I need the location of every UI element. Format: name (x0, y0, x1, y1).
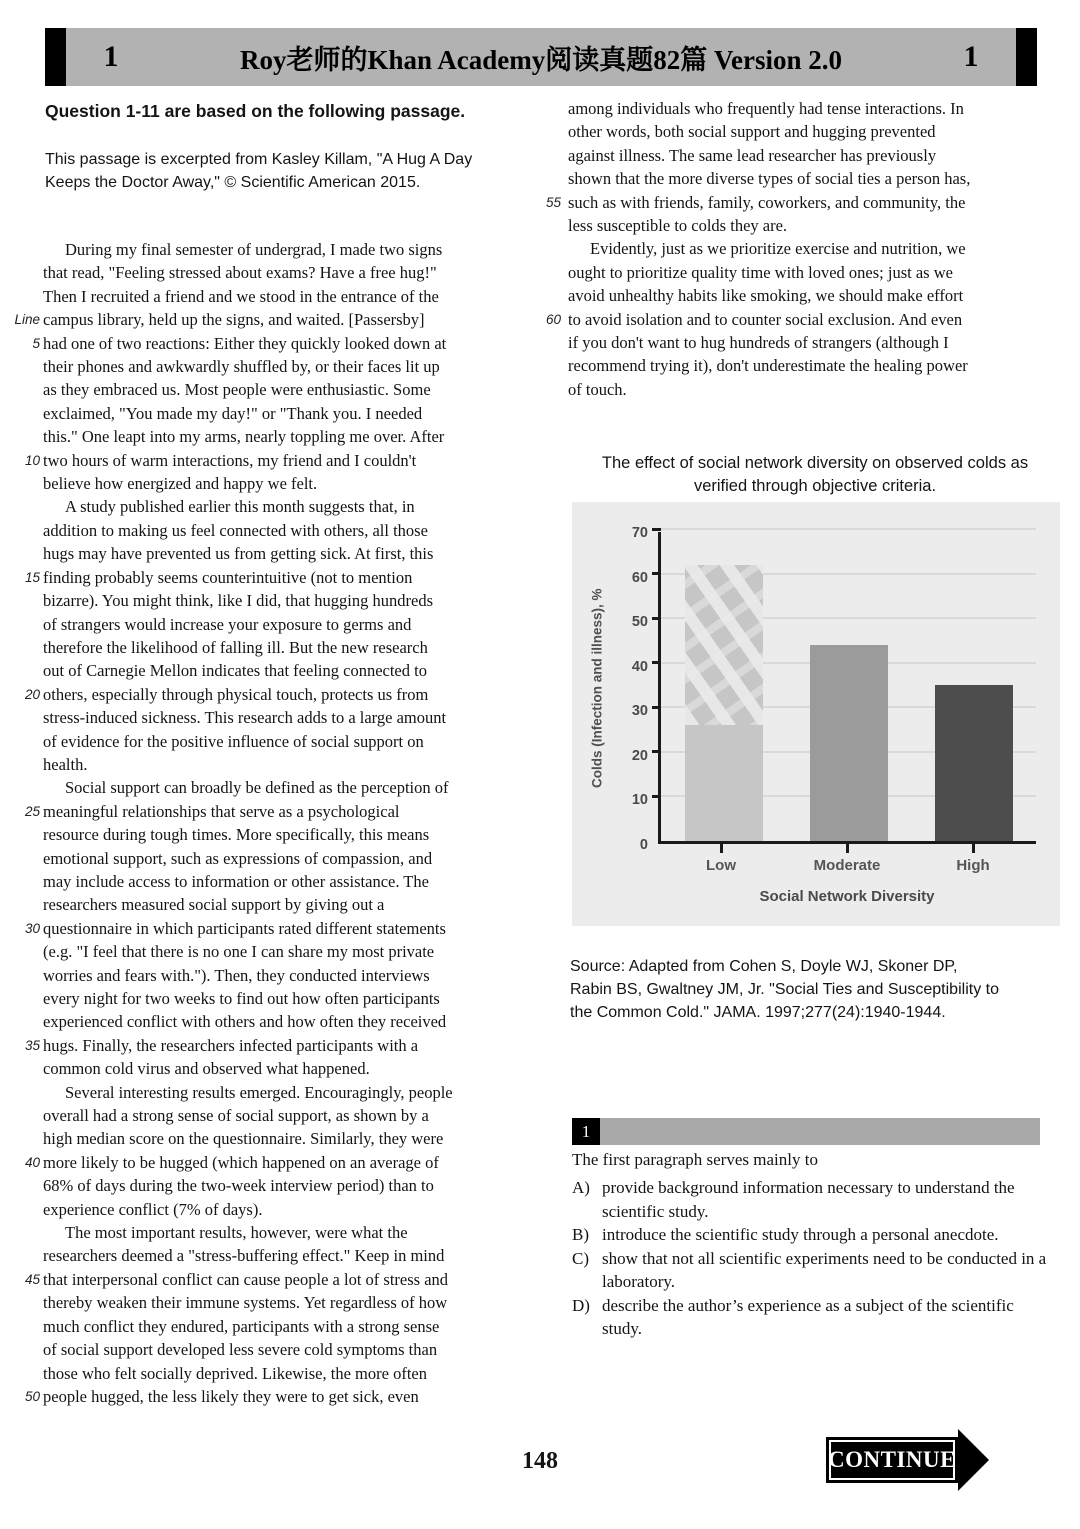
line-number-label: 40 (24, 1154, 40, 1170)
y-tick-label: 10 (631, 792, 648, 809)
passage-line-text: as they embraced us. Most people were enthusiastic. Some (43, 380, 431, 400)
line-number-label (10, 636, 43, 659)
passage-line-text: addition to making us feel connected with others, all those (43, 520, 428, 540)
passage-line-text: Social support can broadly be defined as the perception of (65, 778, 449, 798)
x-tick-mark (720, 844, 723, 853)
passage-line-text: believe how energized and happy we felt. (43, 474, 318, 494)
header-left-section-number: 1 (103, 40, 119, 73)
line-number-label (10, 613, 43, 636)
passage-line (10, 987, 545, 1010)
page-title: Roy老师的Khan Academy阅读真题82篇 Version 2.0 (239, 44, 843, 75)
passage-line-text: every night for two weeks to find out how often participants (43, 989, 440, 1008)
passage-line (546, 144, 1080, 167)
passage-line (10, 683, 545, 706)
passage-line-text: health. (43, 754, 88, 774)
line-number-label (10, 823, 43, 846)
line-number-label (10, 659, 43, 682)
passage-line (10, 1291, 545, 1314)
line-number-label (546, 331, 568, 354)
passage-line (10, 1034, 545, 1057)
passage-line-text: people hugged, the less likely they were to get sick, even (43, 1386, 419, 1406)
line-number-label (10, 355, 43, 378)
chart-plot-area (658, 532, 1036, 844)
passage-line-text: of strangers would increase your exposure to germs and (43, 614, 412, 634)
passage-line-text: if you don't want to hug hundreds of strangers (although I (568, 333, 949, 353)
passage-column-left (10, 238, 545, 1408)
passage-line (10, 893, 545, 916)
question-stem: The first paragraph serves mainly to (572, 1150, 818, 1169)
line-number-label (546, 120, 568, 143)
passage-line (10, 378, 545, 401)
line-number-label (546, 214, 568, 237)
line-number-label (10, 964, 43, 987)
passage-line-text: (e.g. "I feel that there is no one I can share my most private (43, 942, 435, 962)
continue-arrow (826, 1437, 958, 1483)
line-number-label: 55 (546, 194, 562, 210)
passage-line-text: emotional support, such as expressions of compassion, and (43, 848, 433, 868)
passage-line-text: thereby weaken their immune systems. Yet regardless of how (43, 1293, 448, 1313)
passage-line (10, 1057, 545, 1080)
choice-letter: A) (572, 1178, 590, 1197)
line-number-label: 60 (546, 311, 562, 327)
line-number-label (546, 97, 568, 120)
chart-x-axis-title: Social Network Diversity (759, 888, 935, 905)
passage-line (10, 1104, 545, 1127)
figure-source-line: Source: Adapted from Cohen S, Doyle WJ, Skoner DP, (570, 958, 958, 975)
line-number-label (546, 167, 568, 190)
passage-line-text: avoid unhealthy habits like smoking, we should make effort (568, 286, 964, 306)
header-right-corner-block (1016, 28, 1037, 86)
line-number-label: 15 (24, 569, 40, 585)
line-number-label (546, 237, 568, 260)
passage-line (10, 1362, 545, 1385)
passage-line (10, 308, 545, 331)
x-tick-label: Moderate (813, 857, 881, 874)
passage-line (546, 214, 1080, 237)
passage-line-text: The most important results, however, were what the (65, 1223, 408, 1243)
line-number-label (10, 1057, 43, 1080)
answer-choices (572, 1176, 1054, 1341)
passage-line-text: that read, "Feeling stressed about exams? Have a free hug!" (43, 263, 437, 283)
passage-line (10, 1174, 545, 1197)
passage-line-text: worries and fears with."). Then, they conducted interviews (43, 965, 430, 985)
passage-line-text: Then I recruited a friend and we stood in the entrance of the (43, 286, 439, 306)
line-number-label (10, 285, 43, 308)
passage-line (546, 284, 1080, 307)
y-tick-label: 30 (631, 703, 648, 720)
chart-y-tick-mark (652, 528, 661, 531)
passage-line (546, 120, 1080, 143)
passage-line-text: bizarre). You might think, like I did, that hugging hundreds (43, 591, 433, 611)
passage-line-text: this." One leapt into my arms, nearly toppling me over. After (43, 427, 445, 447)
line-number-label (10, 1338, 43, 1361)
passage-line-text: of touch. (568, 379, 627, 399)
passage-line-text: may include access to information or other assistance. The (43, 871, 429, 891)
choice-text: describe the author’s experience as a subject of the scientific study. (602, 1295, 1014, 1338)
chart-y-tick-mark (652, 617, 661, 620)
line-number-label (10, 1221, 43, 1244)
passage-line (546, 378, 1080, 401)
chart-y-tick-mark (652, 706, 661, 709)
passage-line (546, 167, 1080, 190)
line-number-label (10, 987, 43, 1010)
answer-choice (572, 1176, 1054, 1223)
line-number-label (10, 706, 43, 729)
passage-line-text: overall had a strong sense of social support, as shown by a (43, 1106, 429, 1126)
header-left-corner-block (45, 28, 66, 86)
passage-line-text: others, especially through physical touch, protects us from (43, 684, 429, 704)
line-number-label (546, 284, 568, 307)
passage-line-text: such as with friends, family, coworkers, and community, the (568, 192, 966, 212)
passage-line (546, 237, 1080, 260)
figure-source-line: the Common Cold." JAMA. 1997;277(24):1940-1944. (570, 1004, 946, 1021)
line-number-label: 10 (24, 452, 40, 468)
passage-line (10, 613, 545, 636)
passage-line-text: two hours of warm interactions, my friend and I couldn't (43, 450, 417, 470)
x-tick-mark (846, 844, 849, 853)
line-number-label (546, 261, 568, 284)
line-number-label (10, 1244, 43, 1267)
passage-line (10, 285, 545, 308)
passage-line-text: During my final semester of undergrad, I made two signs (65, 240, 443, 259)
passage-line (546, 261, 1080, 284)
chart-bar (810, 645, 888, 841)
passage-line-text: questionnaire in which participants rated different statements (43, 918, 446, 938)
x-tick-label: Low (706, 857, 736, 874)
answer-choice (572, 1294, 1054, 1341)
line-number-label (10, 730, 43, 753)
passage-line-text: meaningful relationships that serve as a psychological (43, 801, 400, 821)
header-right-section-number: 1 (963, 40, 979, 73)
passage-line-text: experience conflict (7% of days). (43, 1199, 263, 1219)
line-number-label: 50 (24, 1388, 40, 1404)
chart-bar (685, 565, 763, 841)
figure-title (570, 452, 1060, 498)
passage-line-text: those who felt socially deprived. Likewise, the more often (43, 1363, 427, 1383)
passage-line (10, 776, 545, 799)
passage-line (10, 495, 545, 518)
passage-line-text: researchers deemed a "stress-buffering effect." Keep in mind (43, 1246, 445, 1266)
x-tick-mark (972, 844, 975, 853)
chart-y-axis-title: Colds (Infection and illness), % (589, 588, 605, 788)
passage-line-text: among individuals who frequently had tense interactions. In (568, 99, 964, 118)
answer-choice (572, 1247, 1054, 1294)
passage-line-text: exclaimed, "You made my day!" or "Thank you. I needed (43, 403, 423, 423)
passage-line-text: much conflict they endured, participants with a strong sense (43, 1316, 440, 1336)
passage-line (10, 636, 545, 659)
passage-line-text: other words, both social support and hugging prevented (568, 122, 936, 142)
passage-line-text: to avoid isolation and to counter social exclusion. And even (568, 309, 963, 329)
passage-line (10, 1385, 545, 1408)
excerpt-note-line: This passage is excerpted from Kasley Killam, "A Hug A Day (45, 151, 473, 168)
line-number-label: 20 (24, 686, 40, 702)
passage-line (10, 847, 545, 870)
passage-line-text: 68% of days during the two-week interview period) than to (43, 1176, 434, 1196)
line-number-label (10, 589, 43, 612)
passage-line-text: experienced conflict with others and how often they received (43, 1012, 447, 1032)
passage-line-text: finding probably seems counterintuitive (not to mention (43, 567, 413, 587)
excerpt-note-line: Keeps the Doctor Away," © Scientific American 2015. (45, 174, 421, 191)
passage-line (10, 472, 545, 495)
line-number-label (10, 1174, 43, 1197)
passage-column-right (546, 97, 1080, 401)
passage-line (10, 425, 545, 448)
line-number-label (10, 378, 43, 401)
choice-letter: D) (572, 1295, 590, 1315)
y-tick-label: 70 (631, 525, 648, 541)
line-number-label (10, 519, 43, 542)
line-number-label (10, 542, 43, 565)
figure-source-line: Rabin BS, Gwaltney JM, Jr. "Social Ties and Susceptibility to (570, 981, 999, 998)
chart-y-tick-mark (652, 661, 661, 664)
passage-line (546, 331, 1080, 354)
x-tick-label: High (956, 857, 990, 874)
question-range-heading: Question 1-11 are based on the following passage. (45, 101, 466, 121)
chart-bars (661, 532, 1036, 841)
figure-title-line: verified through objective criteria. (693, 477, 937, 495)
passage-line (10, 1010, 545, 1033)
y-tick-label: 20 (631, 747, 648, 764)
passage-line-text: resource during tough times. More specifically, this means (43, 825, 430, 845)
line-number-label (10, 425, 43, 448)
passage-line (10, 238, 545, 261)
passage-line (10, 800, 545, 823)
passage-line-text: against illness. The same lead researcher has previously (568, 145, 937, 165)
y-tick-label: 60 (631, 569, 648, 586)
chart-y-tick-mark (652, 795, 661, 798)
passage-line (546, 191, 1080, 214)
continue-label: CONTINUE (828, 1447, 956, 1472)
passage-line-text: high median score on the questionnaire. Similarly, they were (43, 1129, 444, 1149)
line-number-label: 45 (24, 1271, 40, 1287)
passage-line-text: common cold virus and observed what happened. (43, 1059, 370, 1079)
line-number-label (10, 1010, 43, 1033)
line-number-label (546, 144, 568, 167)
line-number-label: 30 (24, 920, 40, 936)
figure-source-citation (570, 955, 1056, 1024)
y-tick-label: 50 (631, 614, 648, 631)
passage-line (10, 706, 545, 729)
choice-text: introduce the scientific study through a personal anecdote. (602, 1225, 999, 1244)
line-number-label (10, 1104, 43, 1127)
line-number-label (10, 870, 43, 893)
x-tick-slot (682, 844, 760, 853)
line-number-label (10, 261, 43, 284)
passage-line-text: out of Carnegie Mellon indicates that feeling connected to (43, 661, 427, 681)
line-number-label (546, 354, 568, 377)
passage-line (10, 589, 545, 612)
line-number-label (546, 378, 568, 401)
passage-line (10, 261, 545, 284)
passage-line (10, 449, 545, 472)
passage-line (10, 917, 545, 940)
passage-line (546, 97, 1080, 120)
passage-line (10, 355, 545, 378)
chart-bar (935, 685, 1013, 841)
passage-line-text: of social support developed less severe cold symptoms than (43, 1340, 438, 1360)
passage-line (10, 1151, 545, 1174)
passage-line-text: that interpersonal conflict can cause people a lot of stress and (43, 1269, 449, 1289)
question-number: 1 (572, 1118, 600, 1145)
passage-line-text: had one of two reactions: Either they quickly looked down at (43, 333, 447, 353)
page-number: 148 (522, 1448, 558, 1474)
chart-x-tick-labels (658, 857, 1036, 874)
chart-x-tick-marks (658, 844, 1036, 853)
line-number-label (10, 1315, 43, 1338)
line-number-label: 35 (24, 1037, 40, 1053)
choice-letter: C) (572, 1248, 589, 1268)
passage-line (10, 402, 545, 425)
line-number-label (10, 776, 43, 799)
chart-y-tick-mark (652, 572, 661, 575)
line-number-label (10, 753, 43, 776)
passage-line (10, 1315, 545, 1338)
passage-line (10, 659, 545, 682)
passage-line (10, 1127, 545, 1150)
line-number-label (10, 402, 43, 425)
passage-line (10, 753, 545, 776)
line-number-label: 25 (24, 803, 40, 819)
question-number-bar (572, 1118, 1040, 1145)
passage-line-text: Evidently, just as we prioritize exercise and nutrition, we (590, 239, 966, 259)
passage-line (10, 1244, 545, 1267)
passage-line-text: ought to prioritize quality time with loved ones; just as we (568, 262, 953, 282)
line-number-label (10, 238, 43, 261)
passage-line-text: researchers measured social support by giving out a (43, 895, 385, 915)
line-number-label (10, 472, 43, 495)
line-number-label (10, 495, 43, 518)
passage-line (10, 1268, 545, 1291)
figure-title-line: The effect of social network diversity on observed colds as (601, 454, 1029, 472)
passage-line-text: campus library, held up the signs, and waited. [Passersby] (43, 310, 425, 330)
passage-line-text: Several interesting results emerged. Encouragingly, people (65, 1082, 453, 1102)
line-number-label (10, 940, 43, 963)
passage-line-text: therefore the likelihood of falling ill. But the new research (43, 637, 428, 657)
chart-gridline (661, 528, 1036, 530)
line-number-label (10, 1198, 43, 1221)
line-number-label (10, 847, 43, 870)
passage-line (10, 1081, 545, 1104)
passage-line-text: more likely to be hugged (which happened on an average of (43, 1152, 439, 1172)
passage-line (10, 730, 545, 753)
x-tick-slot (934, 844, 1012, 853)
bar-chart (572, 502, 1060, 926)
passage-line (10, 1221, 545, 1244)
passage-line (10, 542, 545, 565)
passage-line (10, 1338, 545, 1361)
excerpt-note (45, 148, 545, 194)
passage-line (546, 354, 1080, 377)
passage-line (10, 332, 545, 355)
passage-line (10, 519, 545, 542)
question-bar-fill (600, 1118, 1040, 1145)
x-tick-slot (808, 844, 886, 853)
passage-line-text: stress-induced sickness. This research adds to a large amount (43, 708, 447, 728)
passage-line-text: hugs may have prevented us from getting sick. At first, this (43, 544, 434, 564)
line-number-label (10, 893, 43, 916)
passage-line (10, 964, 545, 987)
line-number-label: Line (14, 312, 40, 328)
y-tick-label: 40 (631, 658, 648, 675)
choice-text: show that not all scientific experiments need to be conducted in a laboratory. (602, 1248, 1047, 1291)
passage-line (10, 823, 545, 846)
line-number-label (10, 1127, 43, 1150)
continue-arrow-head-icon (958, 1429, 989, 1491)
line-number-label (10, 1362, 43, 1385)
passage-line (10, 566, 545, 589)
passage-line-text: hugs. Finally, the researchers infected participants with a (43, 1035, 419, 1055)
passage-line (10, 870, 545, 893)
choice-letter: B) (572, 1225, 589, 1244)
passage-line (546, 308, 1080, 331)
passage-line (10, 940, 545, 963)
passage-line-text: less susceptible to colds they are. (568, 216, 788, 236)
line-number-label (10, 1081, 43, 1104)
passage-line-text: A study published earlier this month suggests that, in (65, 497, 415, 517)
line-number-label (10, 1291, 43, 1314)
line-number-label: 5 (32, 335, 40, 351)
page-header-bar (45, 28, 1037, 86)
chart-y-tick-mark (652, 750, 661, 753)
y-tick-label: 0 (639, 837, 648, 853)
passage-line-text: their phones and awkwardly shuffled by, or their faces lit up (43, 357, 440, 377)
passage-line (10, 1198, 545, 1221)
answer-choice (572, 1223, 1054, 1247)
passage-line-text: of evidence for the positive influence of social support on (43, 731, 424, 751)
passage-line-text: recommend trying it), don't underestimate the healing power (568, 356, 968, 376)
choice-text: provide background information necessary to understand the scientific study. (602, 1178, 1015, 1221)
passage-line-text: shown that the more diverse types of social ties a person has, (568, 169, 971, 189)
